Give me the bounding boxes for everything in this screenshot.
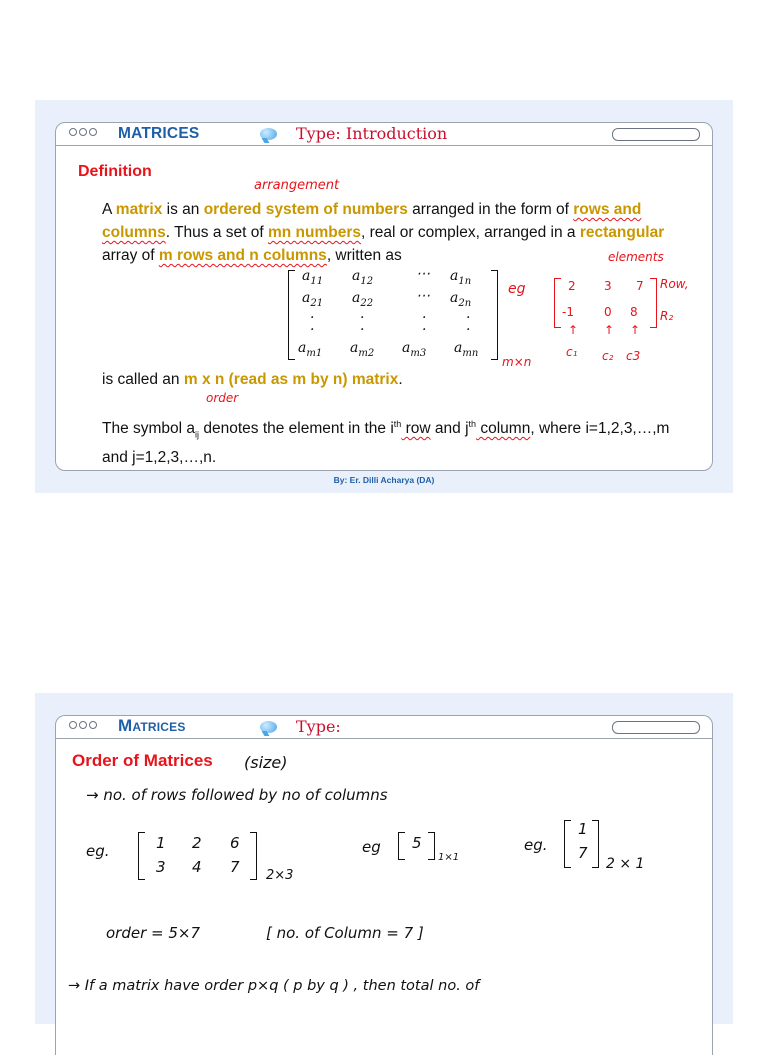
window-dot-icon <box>79 128 87 136</box>
matrix-cell: $a_{m2}$ <box>350 340 375 359</box>
window-dot-icon <box>89 128 97 136</box>
example1-element: 7 <box>230 858 240 876</box>
annotation-elements: elements <box>608 250 664 264</box>
matrix-cell: $a_{m3}$ <box>402 340 427 359</box>
annotation-r2: R₂ <box>660 309 674 323</box>
definition-paragraph: A matrix is an ordered system of numbers arranged in the form of rows and columns. Thus a set of mn numbers, real or complex, arranged in a rectangular array of m rows and n columns, written as <box>102 201 665 264</box>
matrix-cell: $a_{21}$ <box>302 290 324 309</box>
matrix-dot: · <box>466 322 471 338</box>
keyword-mn-numbers: mn numbers <box>267 224 361 241</box>
example-left-bracket <box>554 278 561 328</box>
matrix-cell: $a_{1n}$ <box>450 268 472 287</box>
example1-left-bracket <box>138 832 145 880</box>
slide-window <box>55 715 713 1055</box>
example-element: 8 <box>630 305 638 319</box>
type-label: Type: <box>296 717 341 736</box>
matrix-dot: · <box>466 310 471 326</box>
slide-window <box>55 122 713 471</box>
example3-left-bracket <box>564 820 571 868</box>
window-dot-icon <box>79 721 87 729</box>
matrix-dot: · <box>422 322 427 338</box>
search-box <box>612 721 700 734</box>
matrix-cell: $a_{m1}$ <box>298 340 323 359</box>
example1-right-bracket <box>250 832 257 880</box>
annotation-row: Row, <box>660 277 689 291</box>
window-dot-icon <box>69 721 77 729</box>
window-titlebar <box>56 716 712 739</box>
app-title: Matrices <box>118 716 186 735</box>
window-controls <box>69 721 97 729</box>
example3-right-bracket <box>592 820 599 868</box>
annotation-arrangement: arrangement <box>254 178 340 193</box>
matrix-cell: ⋯ <box>416 266 430 282</box>
matrix-dot: · <box>360 322 365 338</box>
note-rows-columns: → no. of rows followed by no of columns <box>86 786 388 804</box>
slide-footer: By: Er. Dilli Acharya (DA) <box>333 475 435 485</box>
app-title: MATRICES <box>118 125 200 142</box>
matrix-left-bracket <box>288 270 295 360</box>
example3-order: 2 × 1 <box>606 856 645 872</box>
symbol-paragraph: The symbol $a_{ij}$ denotes the element in the $i^{th}$ row and $j^{th}$ column, where i=1,2,3,…,m and j=1,2,3,…,n. <box>102 419 670 467</box>
note-eg: eg <box>362 838 381 856</box>
annotation-order: order <box>206 391 239 405</box>
example1-element: 4 <box>192 858 202 876</box>
speech-bubble-icon <box>260 721 277 733</box>
example2-left-bracket <box>398 832 405 860</box>
general-matrix <box>288 268 498 364</box>
example-element: 2 <box>568 279 576 293</box>
window-titlebar <box>56 123 712 146</box>
window-controls <box>69 128 97 136</box>
example1-element: 3 <box>156 858 166 876</box>
matrix-cell: ⋯ <box>416 288 430 304</box>
note-column-count: [ no. of Column = 7 ] <box>266 924 424 942</box>
annotation-eg: eg <box>508 281 526 297</box>
example-right-bracket <box>650 278 657 328</box>
keyword-matrix: matrix <box>115 201 163 218</box>
annotation-mxn: m×n <box>502 355 532 369</box>
called-paragraph: is called an m x n (read as m by n) matrix. <box>102 371 403 388</box>
example3-element: 1 <box>578 820 588 838</box>
speech-bubble-icon <box>260 128 277 140</box>
matrix-cell: $a_{12}$ <box>352 268 374 287</box>
note-eg: eg. <box>86 842 110 860</box>
annotation-col: c₁ <box>566 345 578 359</box>
matrix-cell: $a_{2n}$ <box>450 290 472 309</box>
example1-element: 6 <box>230 834 240 852</box>
matrix-dot: · <box>360 310 365 326</box>
window-dot-icon <box>89 721 97 729</box>
note-order-pxq: → If a matrix have order p×q ( p by q ) , then total no. of <box>68 978 480 994</box>
example3-element: 7 <box>578 844 588 862</box>
example-element: 7 <box>636 279 644 293</box>
keyword-rows-columns: rows and columns <box>102 201 642 241</box>
note-size: (size) <box>244 753 288 772</box>
matrix-cell: $a_{11}$ <box>302 268 324 287</box>
note-eg: eg. <box>524 836 548 854</box>
example2-element: 5 <box>412 834 422 852</box>
example-element: 0 <box>604 305 612 319</box>
matrix-dot: · <box>310 322 315 338</box>
example-element: -1 <box>562 305 574 319</box>
type-label: Type: Introduction <box>296 124 448 143</box>
annotation-col: c₂ <box>602 349 614 363</box>
keyword-m-rows-n-columns: m rows and n columns <box>158 247 327 264</box>
example1-element: 1 <box>156 834 166 852</box>
matrix-dot: · <box>310 310 315 326</box>
note-order: order = 5×7 <box>106 924 201 942</box>
matrix-dot: · <box>422 310 427 326</box>
arrow-up-icon: ↑ <box>630 323 641 337</box>
keyword-mxn-matrix: m x n (read as m by n) matrix <box>183 371 399 388</box>
keyword-ordered-system: ordered system of numbers <box>203 201 408 218</box>
matrix-cell: $a_{mn}$ <box>454 340 479 359</box>
slide-introduction <box>35 100 733 493</box>
order-heading: Order of Matrices <box>72 751 213 770</box>
example2-order: 1×1 <box>438 852 460 863</box>
window-dot-icon <box>69 128 77 136</box>
example2-right-bracket <box>428 832 435 860</box>
matrix-cell: $a_{22}$ <box>352 290 374 309</box>
example-element: 3 <box>604 279 612 293</box>
search-box <box>612 128 700 141</box>
definition-heading: Definition <box>78 163 152 180</box>
arrow-up-icon: ↑ <box>604 323 615 337</box>
example1-order: 2×3 <box>266 868 294 883</box>
slide-order-of-matrices <box>35 693 733 1024</box>
matrix-right-bracket <box>491 270 498 360</box>
annotation-col: c3 <box>626 349 641 363</box>
keyword-rectangular: rectangular <box>579 224 665 241</box>
example1-element: 2 <box>192 834 202 852</box>
arrow-up-icon: ↑ <box>568 323 579 337</box>
